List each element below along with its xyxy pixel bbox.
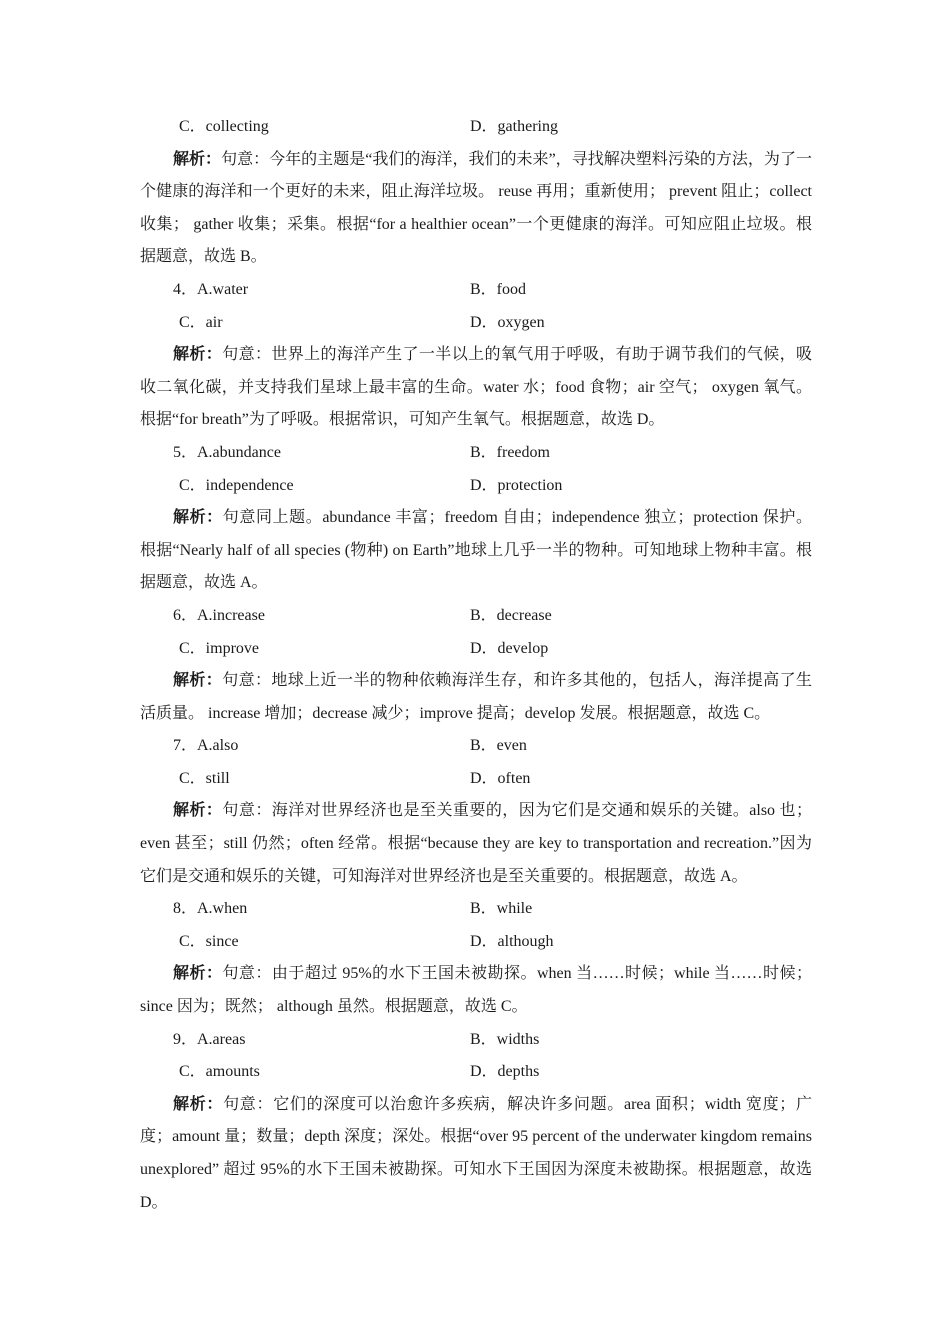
option-b: B．freedom xyxy=(470,443,550,461)
option-d: D．develop xyxy=(470,639,549,657)
explanation-text: 句意：海洋对世界经济也是至关重要的，因为它们是交通和娱乐的关键。also 也；even 甚至；still 仍然；often 经常。根据“because they are key to transportation and recreation.”因为它们是交通和娱乐的关键，可知海洋对世界经济也是至关重要的。根据题意，故选 A。 xyxy=(140,802,812,885)
explanation-text: 句意：世界上的海洋产生了一半以上的氧气用于呼吸，有助于调节我们的气候，吸收二氧化碳，并支持我们星球上最丰富的生命。water 水；food 食物；air 空气； oxygen 氧气。根据“for breath”为了呼吸。根据常识，可知产生氧气。根据题意，故选 D。 xyxy=(140,346,812,429)
option-c: C．since xyxy=(179,932,239,950)
explanation xyxy=(140,144,812,274)
explanation xyxy=(140,1089,812,1219)
option-c: C．collecting xyxy=(179,118,269,135)
explanation xyxy=(140,665,812,730)
option-row xyxy=(140,926,812,959)
option-row xyxy=(140,1024,812,1057)
explanation xyxy=(140,502,812,600)
option-row xyxy=(140,600,812,633)
option-c: C．still xyxy=(179,769,230,787)
option-row xyxy=(140,470,812,503)
option-c: C．air xyxy=(179,313,223,331)
explanation-label: 解析： xyxy=(173,1095,224,1113)
option-a: 6．A.increase xyxy=(173,606,265,624)
explanation-text: 句意：地球上近一半的物种依赖海洋生存，和许多其他的，包括人，海洋提高了生活质量。 increase 增加；decrease 减少；improve 提高；develop 发展。根据题意，故选 C。 xyxy=(140,672,812,722)
option-row xyxy=(140,437,812,470)
explanation xyxy=(140,958,812,1023)
option-a: 4．A.water xyxy=(173,280,249,298)
option-b: B．while xyxy=(470,900,533,918)
explanation-text: 句意同上题。abundance 丰富；freedom 自由；independence 独立；protection 保护。根据“Nearly half of all species (物种) on Earth”地球上几乎一半的物种。可知地球上物种丰富。根据题意，故选 A。 xyxy=(140,509,812,592)
option-d: D．depths xyxy=(470,1063,540,1081)
option-d: D．although xyxy=(470,932,554,950)
option-d: D．oxygen xyxy=(470,313,545,331)
option-row xyxy=(140,1056,812,1089)
option-c: C．improve xyxy=(179,639,259,657)
option-c: C．independence xyxy=(179,476,294,494)
explanation-label: 解析： xyxy=(173,672,223,690)
option-row xyxy=(140,274,812,307)
explanation-label: 解析： xyxy=(173,346,223,364)
answer-key xyxy=(140,111,812,1219)
explanation-label: 解析： xyxy=(173,509,223,527)
explanation-text: 句意：它们的深度可以治愈许多疾病，解决许多问题。area 面积；width 宽度；广度；amount 量；数量；depth 深度；深处。根据“over 95 percent of the underwater kingdom remains unexplored” 超过 95%的水下王国未被勘探。可知水下王国因为深度未被勘探。根据题意，故选 D。 xyxy=(140,1095,812,1211)
explanation xyxy=(140,795,812,893)
option-b: B．food xyxy=(470,280,527,298)
option-row xyxy=(140,307,812,340)
option-row xyxy=(140,633,812,666)
option-a: 9．A.areas xyxy=(173,1030,246,1048)
option-a: 8．A.when xyxy=(173,900,248,918)
option-d: D．often xyxy=(470,769,531,787)
explanation-label: 解析： xyxy=(173,965,223,983)
option-a: 7．A.also xyxy=(173,737,239,755)
option-c: C．amounts xyxy=(179,1063,260,1081)
option-b: B．decrease xyxy=(470,606,552,624)
explanation-label: 解析： xyxy=(173,802,223,820)
option-d: D．protection xyxy=(470,476,563,494)
explanation xyxy=(140,339,812,437)
explanation-text: 句意：由于超过 95%的水下王国未被勘探。when 当……时候；while 当……时候；since 因为；既然； although 虽然。根据题意，故选 C。 xyxy=(140,965,812,1016)
option-row xyxy=(140,111,812,144)
option-b: B．even xyxy=(470,737,527,755)
option-a: 5．A.abundance xyxy=(173,443,281,461)
option-row xyxy=(140,763,812,796)
option-row xyxy=(140,893,812,926)
option-row xyxy=(140,730,812,763)
explanation-label: 解析： xyxy=(173,150,222,168)
explanation-text: 句意：今年的主题是“我们的海洋，我们的未来”，寻找解决塑料污染的方法，为了一个健康的海洋和一个更好的未来，阻止海洋垃圾。 reuse 再用；重新使用； prevent 阻止；collect 收集； gather 收集；采集。根据“for a healthier ocean”一个更健康的海洋。可知应阻止垃圾。根据题意，故选 B。 xyxy=(140,150,812,266)
option-d: D．gathering xyxy=(470,118,558,135)
option-b: B．widths xyxy=(470,1030,540,1048)
